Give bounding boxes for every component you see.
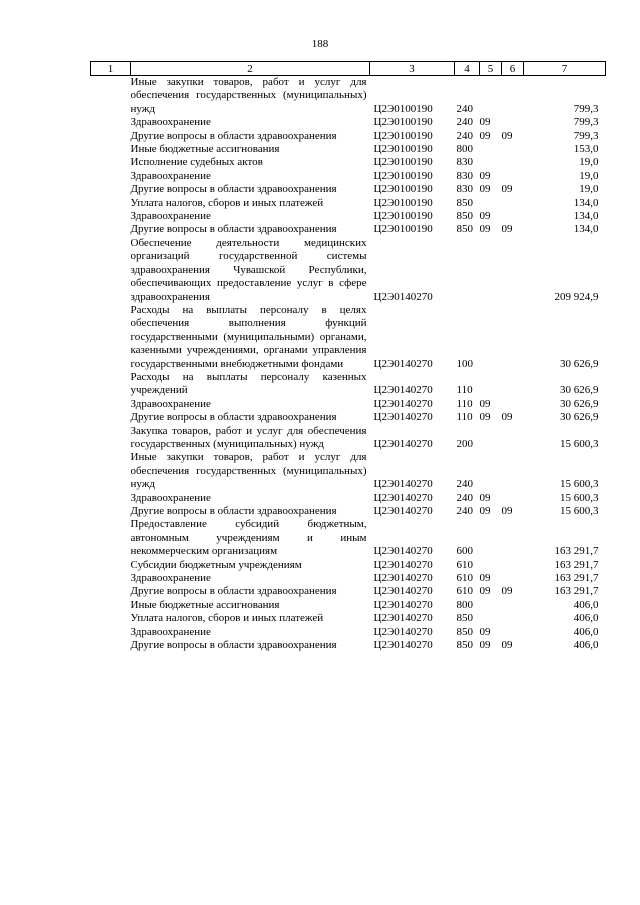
row-expense-type: 830 [456,156,473,169]
row-expense-type: 830 [456,183,473,196]
row-subsection: 09 [501,129,513,142]
row-name: Здравоохранение [130,169,211,182]
row-target-article: Ц2Э0140270 [373,290,433,303]
table-row [91,599,606,612]
row-section [480,304,502,371]
row-expense-type: 800 [456,598,473,611]
row-expense-type: 850 [456,210,473,223]
row-amount: 406,0 [573,598,599,611]
row-amount: 15 600,3 [560,491,599,504]
table-row [91,398,606,411]
row-amount: 799,3 [573,129,599,142]
row-name: Уплата налогов, сборов и иных платежей [130,612,324,625]
row-subsection [502,156,524,169]
table-row [91,626,606,639]
row-name: Другие вопросы в области здравоохранения [130,223,337,236]
row-target-article: Ц2Э0140270 [373,384,433,397]
row-amount: 153,0 [573,143,599,156]
table-body [91,76,606,653]
row-section: 09 [479,572,491,585]
row-name: Здравоохранение [130,116,211,129]
row-section: 09 [479,210,491,223]
row-section: 09 [479,639,491,652]
row-subsection [502,572,524,585]
column-header-5: 5 [480,62,502,76]
table-row [91,223,606,236]
row-target-article: Ц2Э0100190 [373,223,433,236]
row-expense-type: 200 [456,437,473,450]
row-expense-type [455,237,480,304]
row-name: Другие вопросы в области здравоохранения [130,129,337,142]
row-amount: 406,0 [573,639,599,652]
row-target-article: Ц2Э0140270 [373,625,433,638]
row-section: 09 [479,116,491,129]
row-name: Иные бюджетные ассигнования [130,143,280,156]
table-row [91,210,606,223]
row-name: Другие вопросы в области здравоохранения [130,183,337,196]
row-amount: 15 600,3 [560,478,599,491]
row-expense-type: 800 [456,143,473,156]
row-target-article: Ц2Э0140270 [373,397,433,410]
row-subsection [502,170,524,183]
table-row [91,76,606,117]
row-target-article: Ц2Э0140270 [373,558,433,571]
row-section [480,451,502,491]
row-target-article: Ц2Э0100190 [373,169,433,182]
row-name: Расходы на выплаты персоналу в целях обеспечения выполнения функций государственными (муниципальными) органами, казенными учреждениями, органами управления государственными внебюджетными фондами [130,303,367,370]
row-section: 09 [479,625,491,638]
row-subsection: 09 [501,505,513,517]
page-number: 188 [311,38,329,50]
table-row [91,156,606,169]
row-expense-type: 240 [456,505,473,517]
row-expense-type: 240 [456,491,473,504]
budget-table [90,61,606,652]
row-amount: 30 626,9 [560,384,599,397]
row-amount: 163 291,7 [554,545,599,558]
row-target-article: Ц2Э0140270 [373,585,433,598]
row-section: 09 [479,169,491,182]
row-subsection [502,371,524,398]
row-amount: 19,0 [579,156,599,169]
table-row [91,116,606,129]
row-subsection: 09 [501,411,513,424]
row-target-article: Ц2Э0140270 [373,639,433,652]
row-name: Предоставление субсидий бюджетным, автономным учреждениям и иным некоммерческим организациям [130,518,367,558]
row-section [480,143,502,156]
row-section: 09 [479,129,491,142]
row-amount: 163 291,7 [554,558,599,571]
row-section: 09 [479,183,491,196]
table-row [91,411,606,424]
row-section: 09 [479,411,491,424]
column-header-3: 3 [370,62,455,76]
row-amount: 799,3 [573,116,599,129]
table-row [91,170,606,183]
row-section [480,237,502,304]
row-name: Иные закупки товаров, работ и услуг для обеспечения государственных (муниципальных) нужд [130,76,367,115]
row-expense-type: 600 [456,545,473,558]
row-name: Другие вопросы в области здравоохранения [130,639,337,652]
row-section: 09 [479,505,491,517]
row-subsection [502,626,524,639]
table-row [91,639,606,652]
row-target-article: Ц2Э0100190 [373,156,433,169]
row-subsection: 09 [501,585,513,598]
row-name: Здравоохранение [130,491,211,504]
row-amount: 15 600,3 [560,437,599,450]
header-row [91,62,606,76]
row-expense-type: 110 [456,411,473,424]
row-section [480,559,502,572]
row-target-article: Ц2Э0140270 [373,437,433,450]
row-expense-type: 240 [456,102,473,115]
table-row [91,197,606,210]
row-name: Здравоохранение [130,210,211,223]
row-expense-type: 850 [456,625,473,638]
table-row [91,559,606,572]
table-row [91,425,606,452]
row-expense-type: 850 [456,196,473,209]
table-row [91,130,606,143]
row-target-article: Ц2Э0100190 [373,129,433,142]
row-target-article: Ц2Э0140270 [373,357,433,370]
row-name: Здравоохранение [130,625,211,638]
row-target-article: Ц2Э0140270 [373,598,433,611]
row-subsection [502,197,524,210]
table-row [91,505,606,518]
row-name: Обеспечение деятельности медицинских организаций государственной системы здравоохранения Чувашской Республики, обеспечивающих предоставление услуг в сфере здравоохранения [130,236,367,303]
row-name: Субсидии бюджетным учреждениям [130,558,302,571]
row-amount: 406,0 [573,612,599,625]
row-amount: 406,0 [573,625,599,638]
row-subsection: 09 [501,223,513,236]
row-section [480,599,502,612]
table-row [91,183,606,196]
row-subsection [502,143,524,156]
row-amount: 30 626,9 [560,357,599,370]
row-subsection: 09 [501,639,513,652]
row-section: 09 [479,585,491,598]
row-name: Иные бюджетные ассигнования [130,598,280,611]
row-subsection [502,559,524,572]
row-target-article: Ц2Э0140270 [373,572,433,585]
column-header-6: 6 [502,62,524,76]
column-header-2: 2 [131,62,370,76]
table-row [91,237,606,304]
table-row [91,143,606,156]
row-section [480,76,502,117]
row-expense-type: 610 [456,585,473,598]
table-row [91,572,606,585]
row-expense-type: 240 [456,478,473,491]
row-expense-type: 850 [456,639,473,652]
row-expense-type: 110 [456,397,473,410]
row-subsection [502,210,524,223]
row-target-article: Ц2Э0100190 [373,210,433,223]
row-subsection [502,492,524,505]
row-target-article: Ц2Э0140270 [373,491,433,504]
row-subsection [502,599,524,612]
row-section [480,156,502,169]
row-amount: 134,0 [573,223,599,236]
row-section [480,371,502,398]
row-name: Расходы на выплаты персоналу казенных учреждений [130,370,367,397]
row-target-article: Ц2Э0140270 [373,612,433,625]
row-amount: 163 291,7 [554,585,599,598]
row-subsection [502,76,524,117]
row-target-article: Ц2Э0100190 [373,102,433,115]
row-amount: 134,0 [573,210,599,223]
row-expense-type: 240 [456,116,473,129]
row-subsection: 09 [501,183,513,196]
row-section [480,518,502,558]
row-section: 09 [479,491,491,504]
row-subsection [502,612,524,625]
row-name: Другие вопросы в области здравоохранения [130,585,337,598]
row-expense-type: 610 [456,558,473,571]
row-target-article: Ц2Э0140270 [373,478,433,491]
row-expense-type: 100 [456,357,473,370]
row-expense-type: 850 [456,612,473,625]
row-name: Исполнение судебных актов [130,156,263,169]
row-target-article: Ц2Э0100190 [373,143,433,156]
row-section [480,425,502,452]
row-target-article: Ц2Э0100190 [373,196,433,209]
row-amount: 163 291,7 [554,572,599,585]
row-subsection [502,116,524,129]
row-name: Здравоохранение [130,572,211,585]
row-amount: 15 600,3 [560,505,599,517]
row-target-article: Ц2Э0140270 [373,545,433,558]
row-section: 09 [479,397,491,410]
row-amount: 134,0 [573,196,599,209]
row-subsection [502,518,524,558]
row-expense-type: 240 [456,129,473,142]
row-target-article: Ц2Э0100190 [373,116,433,129]
column-header-4: 4 [455,62,480,76]
row-name: Закупка товаров, работ и услуг для обеспечения государственных (муниципальных) нужд [130,424,367,450]
table-row [91,371,606,398]
column-header-7: 7 [524,62,606,76]
row-name: Иные закупки товаров, работ и услуг для обеспечения государственных (муниципальных) нужд [130,451,367,491]
row-section [480,612,502,625]
row-target-article: Ц2Э0100190 [373,183,433,196]
table-row [91,585,606,598]
row-amount: 209 924,9 [554,290,599,303]
column-header-1: 1 [91,62,131,76]
table-row [91,518,606,558]
row-subsection [502,398,524,411]
row-target-article: Ц2Э0140270 [373,411,433,424]
row-name: Здравоохранение [130,397,211,410]
table-row [91,612,606,625]
row-amount: 799,3 [573,102,599,115]
row-amount: 19,0 [579,183,599,196]
row-amount: 30 626,9 [560,411,599,424]
row-expense-type: 830 [456,169,473,182]
table-row [91,492,606,505]
row-expense-type: 610 [456,572,473,585]
row-name: Уплата налогов, сборов и иных платежей [130,196,324,209]
row-amount: 19,0 [579,169,599,182]
row-subsection [502,304,524,371]
row-expense-type: 850 [456,223,473,236]
row-subsection [502,451,524,491]
row-amount: 30 626,9 [560,397,599,410]
row-name: Другие вопросы в области здравоохранения [130,411,337,424]
table-row [91,451,606,491]
row-target-article: Ц2Э0140270 [373,505,433,517]
row-expense-type: 110 [456,384,473,397]
row-subsection [502,237,524,304]
table-row [91,304,606,371]
row-subsection [502,425,524,452]
row-section: 09 [479,223,491,236]
row-section [480,197,502,210]
row-name: Другие вопросы в области здравоохранения [130,505,337,517]
